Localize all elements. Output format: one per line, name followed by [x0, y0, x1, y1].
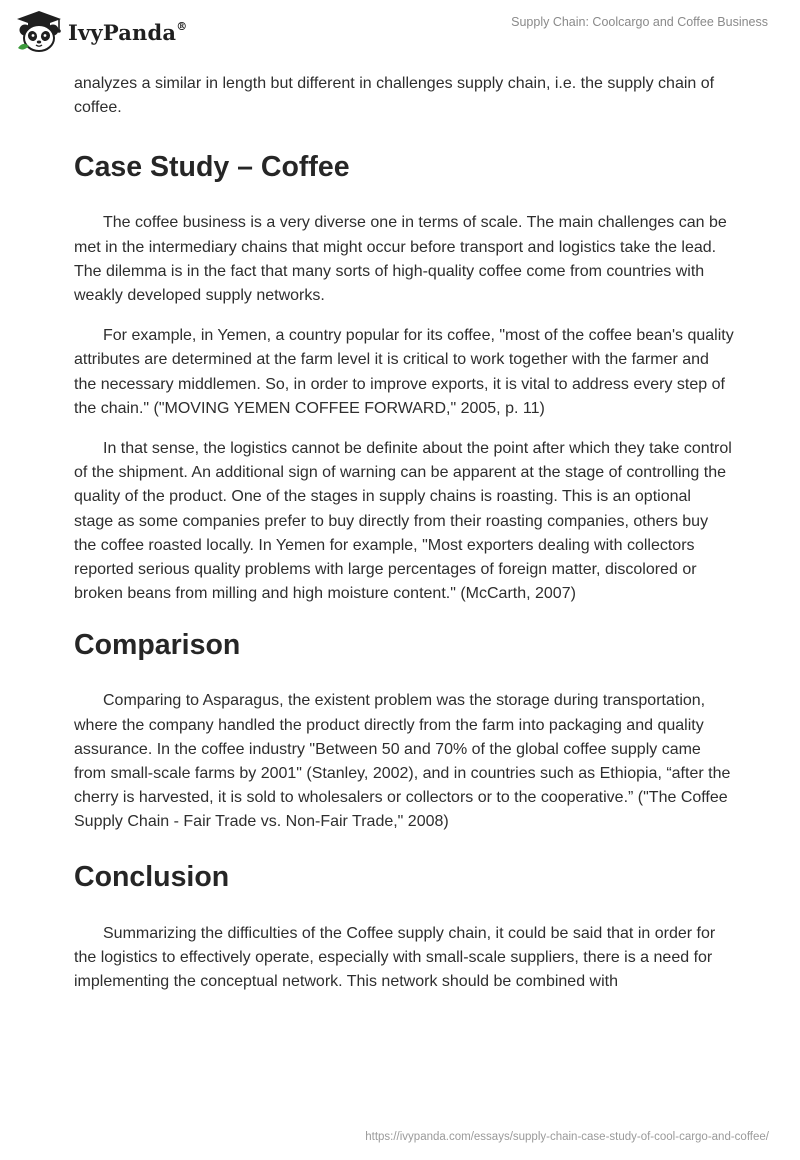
- case-study-paragraph-1: The coffee business is a very diverse one in terms of scale. The main challenges can be met in the intermediary chains that might occur before transport and logistics take the lead. The dilemma is in the fact that many sorts of high-quality coffee come from countries with weakly developed supply networks.: [74, 214, 727, 305]
- case-study-heading: Case Study – Coffee: [74, 151, 350, 184]
- comparison-heading: Comparison: [74, 629, 241, 662]
- case-study-paragraph-2: For example, in Yemen, a country popular for its coffee, "most of the coffee bean's quality attributes are determined at the farm level it is critical to work together with the farmer and the necessary middlemen. So, in order to improve exports, it is vital to address every step of the chain." ("MOVING YEMEN COFFEE FORWARD," 2005, p. 11): [74, 327, 734, 417]
- panda-graduate-icon: [14, 8, 64, 54]
- intro-paragraph: analyzes a similar in length but different in challenges supply chain, i.e. the supply chain of coffee.: [74, 75, 715, 117]
- case-study-paragraph-3: In that sense, the logistics cannot be definite about the point after which they take control of the shipment. An additional sign of warning can be apparent at the stage of controlling the quality of the product. One of the stages in supply chains is roasting. This is an optional stage as some companies prefer to buy directly from their roasting companies, others buy the coffee roasted locally. In Yemen for example, "Most exporters dealing with collectors reported serious quality problems with large percentages of foreign matter, discolored or broken beans from milling and high moisture content." (McCarth, 2007): [74, 440, 732, 603]
- conclusion-heading: Conclusion: [74, 860, 230, 893]
- brand-name: IvyPanda®: [68, 19, 188, 45]
- source-url[interactable]: https://ivypanda.com/essays/supply-chain-case-study-of-cool-cargo-and-coffee/: [365, 1131, 769, 1143]
- document-title: Supply Chain: Coolcargo and Coffee Business: [511, 15, 768, 29]
- conclusion-paragraph: Summarizing the difficulties of the Coffee supply chain, it could be said that in order for the logistics to effectively operate, especially with small-scale suppliers, there is a need for implementing the conceptual network. This network should be combined with: [74, 924, 716, 991]
- brand-logo[interactable]: [14, 8, 187, 54]
- comparison-paragraph: Comparing to Asparagus, the existent problem was the storage during transportation, where the company handled the product directly from the farm into packaging and quality assurance. In the coffee industry "Between 50 and 70% of the global coffee supply came from small-scale farms by 2001" (Stanley, 2002), and in countries such as Ethiopia, “after the cherry is harvested, it is sold to wholesalers or collectors or to the cooperative.” ("The Coffee Supply Chain - Fair Trade vs. Non-Fair Trade," 2008): [74, 692, 731, 831]
- essay-content: [74, 72, 734, 994]
- page-header: [0, 0, 800, 64]
